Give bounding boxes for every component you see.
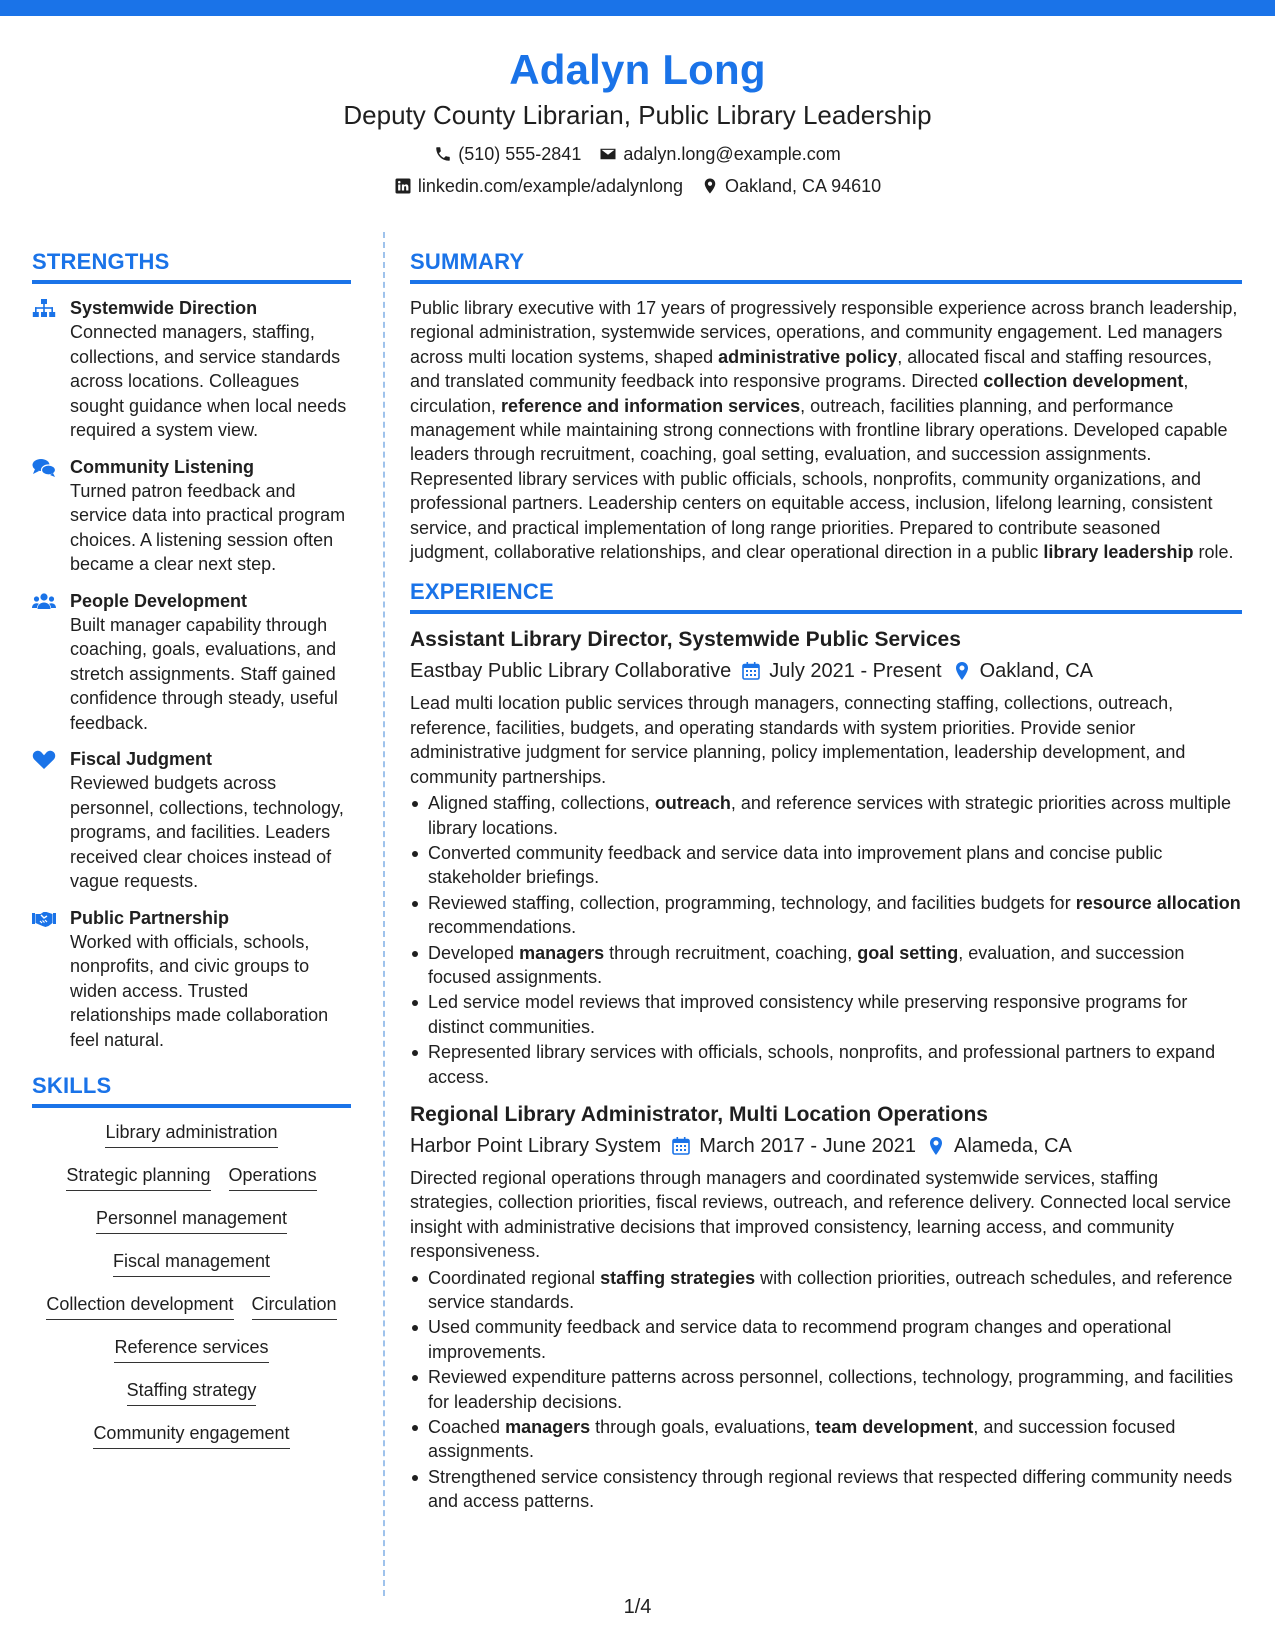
strength-desc: Connected managers, staffing, collections, and service standards across locations. Colleagues sought guidance when local needs required a system view. — [70, 322, 347, 440]
bullet-item: Used community feedback and service data to recommend program changes and operational improvements. — [410, 1315, 1242, 1364]
linkedin-text: linkedin.com/example/adalynlong — [417, 176, 684, 196]
bullet-emphasis: team development — [815, 1417, 974, 1438]
job-entry — [410, 1101, 1242, 1514]
job-dates-text: March 2017 - June 2021 — [699, 1134, 917, 1157]
job-title: Assistant Library Director, Systemwide Public Services — [410, 628, 961, 652]
summary-text: role. — [1193, 542, 1234, 563]
skills-heading: SKILLS — [32, 1072, 351, 1108]
contact-row-1 — [0, 142, 1275, 166]
map-pin-icon — [952, 661, 972, 681]
left-column — [32, 248, 351, 1464]
phone-icon — [434, 145, 452, 163]
strengths-heading: STRENGTHS — [32, 248, 351, 284]
summary-emphasis: library leadership — [1043, 542, 1194, 563]
calendar-icon — [671, 1136, 691, 1156]
job-meta — [410, 657, 1242, 685]
skill-tag: Circulation — [252, 1292, 337, 1320]
job-bullets — [410, 791, 1242, 1089]
skill-tag: Staffing strategy — [127, 1378, 257, 1406]
skill-tag: Strategic planning — [66, 1163, 210, 1191]
summary-text: Public library executive with 17 years of progressively responsible experience across branch leadership, regional administration, systemwide services, operations, and community engagement. Led managers across multi location systems, shaped — [410, 298, 1238, 367]
summary-text: , outreach, facilities planning, and performance management while maintaining strong connections with frontline library operations. Developed capable leaders through recruitment, coaching, goal setting, evaluation, and succession assignments. Represented library services with public officials, schools, nonprofits, community organizations, and professional partners. Leadership centers on equitable access, inclusion, lifelong learning, consistent service, and practical implementation of long range priorities. Prepared to contribute seasoned judgment, collaborative relationships, and clear operational direction in a public — [410, 395, 1228, 563]
skill-row — [32, 1163, 351, 1191]
calendar-icon — [741, 661, 761, 681]
skill-tag: Operations — [229, 1163, 317, 1191]
job-description: Directed regional operations through managers and coordinated systemwide services, staffing strategies, collection priorities, fiscal reviews, outreach, and reference delivery. Connected local service insight with administrative decisions that improved consistency, learning access, and community responsiveness. — [410, 1167, 1232, 1262]
strength-item — [32, 747, 351, 894]
job-location-text: Alameda, CA — [954, 1134, 1072, 1157]
bullet-item: Aligned staffing, collections, outreach, and reference services with strategic priorities across multiple library locations. — [410, 791, 1242, 840]
map-pin-icon — [701, 177, 719, 195]
experience-heading: EXPERIENCE — [410, 578, 1242, 614]
comments-icon — [32, 458, 56, 478]
job-entry — [410, 626, 1242, 1089]
strength-desc: Reviewed budgets across personnel, collections, technology, programs, and facilities. Leaders received clear choices instead of vague requests. — [70, 773, 344, 891]
top-accent-bar — [0, 0, 1275, 16]
skill-row — [32, 1421, 351, 1449]
summary-emphasis: reference and information services — [501, 395, 801, 416]
strength-item — [32, 906, 351, 1053]
linkedin-icon — [394, 177, 412, 195]
job-org: Eastbay Public Library Collaborative — [410, 660, 732, 683]
bullet-emphasis: resource allocation — [1075, 892, 1241, 913]
summary-text: , allocated fiscal and staffing resources, and translated community feedback into responsive programs. Directed — [410, 346, 1213, 392]
right-column — [410, 248, 1242, 1526]
skill-row — [32, 1120, 351, 1148]
phone-contact[interactable] — [434, 142, 581, 166]
linkedin-contact[interactable] — [394, 174, 683, 198]
skill-tag: Community engagement — [93, 1421, 289, 1449]
bullet-item: Led service model reviews that improved consistency while preserving responsive programs for distinct communities. — [410, 990, 1242, 1039]
strength-desc: Turned patron feedback and service data into practical program choices. A listening session often became a clear next step. — [70, 480, 346, 574]
bullet-item: Reviewed expenditure patterns across personnel, collections, technology, programming, and facilities for leadership decisions. — [410, 1365, 1242, 1414]
summary-emphasis: collection development — [983, 371, 1184, 392]
job-bullets — [410, 1266, 1242, 1514]
job-dates — [671, 1132, 916, 1160]
job-org: Harbor Point Library System — [410, 1134, 662, 1157]
bullet-item: Developed managers through recruitment, coaching, goal setting, evaluation, and succession focused assignments. — [410, 941, 1242, 990]
skill-tag: Fiscal management — [113, 1249, 270, 1277]
job-location-text: Oakland, CA — [979, 660, 1093, 683]
sitemap-icon — [32, 299, 56, 319]
skill-row — [32, 1335, 351, 1363]
bullet-emphasis: outreach — [654, 793, 731, 814]
page-number: 1/4 — [623, 1596, 652, 1618]
skill-row — [32, 1206, 351, 1234]
map-pin-icon — [926, 1136, 946, 1156]
bullet-item: Coached managers through goals, evaluations, team development, and succession focused assignments. — [410, 1415, 1242, 1464]
strength-desc: Built manager capability through coaching, goals, evaluations, and stretch assignments. Staff gained confidence through steady, useful feedback. — [70, 614, 338, 733]
job-dates — [741, 657, 941, 685]
location-text: Oakland, CA 94610 — [725, 176, 882, 196]
bullet-item: Strengthened service consistency through regional reviews that respected differing community needs and access patterns. — [410, 1465, 1242, 1514]
strength-title: Systemwide Direction — [70, 298, 258, 318]
bullet-emphasis: managers — [505, 1417, 591, 1438]
strength-item — [32, 296, 351, 443]
column-divider — [383, 232, 385, 1596]
handshake-icon — [32, 909, 56, 929]
summary-text: , circulation, — [410, 371, 1189, 416]
summary-heading: SUMMARY — [410, 248, 1242, 284]
skill-row — [32, 1378, 351, 1406]
phone-text: (510) 555-2841 — [458, 144, 582, 164]
candidate-name: Adalyn Long — [509, 46, 766, 93]
location-contact — [701, 174, 881, 198]
users-icon — [32, 592, 56, 612]
summary-paragraph — [410, 296, 1242, 564]
job-location — [952, 657, 1093, 685]
bullet-item: Represented library services with officials, schools, nonprofits, and professional partners to expand access. — [410, 1040, 1242, 1089]
skill-tag: Library administration — [105, 1120, 277, 1148]
skill-row — [32, 1249, 351, 1277]
strength-item — [32, 455, 351, 577]
strength-title: People Development — [70, 590, 248, 611]
job-meta — [410, 1132, 1242, 1160]
contact-row-2 — [0, 174, 1275, 198]
candidate-title: Deputy County Librarian, Public Library Leadership — [343, 100, 932, 130]
strength-title: Fiscal Judgment — [70, 749, 213, 769]
job-title: Regional Library Administrator, Multi Location Operations — [410, 1102, 988, 1126]
skill-tag: Reference services — [114, 1335, 268, 1363]
job-description: Lead multi location public services through managers, connecting staffing, collections, outreach, reference, facilities, budgets, and operating standards with system priorities. Provide senior administrative judgment for service planning, policy implementation, leadership development, and community partnerships. — [410, 693, 1186, 787]
summary-emphasis: administrative policy — [718, 346, 898, 367]
skill-row — [32, 1292, 351, 1320]
strength-item — [32, 589, 351, 736]
bullet-item: Converted community feedback and service data into improvement plans and concise public stakeholder briefings. — [410, 841, 1242, 890]
bullet-emphasis: goal setting — [857, 942, 959, 963]
bullet-emphasis: staffing strategies — [600, 1267, 756, 1288]
strength-title: Public Partnership — [70, 907, 230, 928]
bullet-item: Coordinated regional staffing strategies with collection priorities, outreach schedules, and reference service standards. — [410, 1266, 1242, 1315]
strength-title: Community Listening — [70, 456, 254, 477]
heart-icon — [32, 750, 56, 770]
job-dates-text: July 2021 - Present — [769, 660, 942, 683]
skill-tag: Personnel management — [96, 1206, 287, 1234]
bullet-emphasis: managers — [519, 942, 605, 963]
envelope-icon — [599, 145, 617, 163]
skills-list — [32, 1120, 351, 1449]
resume-header — [0, 44, 1275, 198]
email-contact[interactable] — [599, 142, 840, 166]
skill-tag: Collection development — [46, 1292, 233, 1320]
email-text: adalyn.long@example.com — [623, 144, 841, 164]
bullet-item: Reviewed staffing, collection, programming, technology, and facilities budgets for resource allocation recommendations. — [410, 891, 1242, 940]
job-location — [926, 1132, 1072, 1160]
strength-desc: Worked with officials, schools, nonprofits, and civic groups to widen access. Trusted relationships made collaboration feel natural. — [70, 931, 329, 1050]
